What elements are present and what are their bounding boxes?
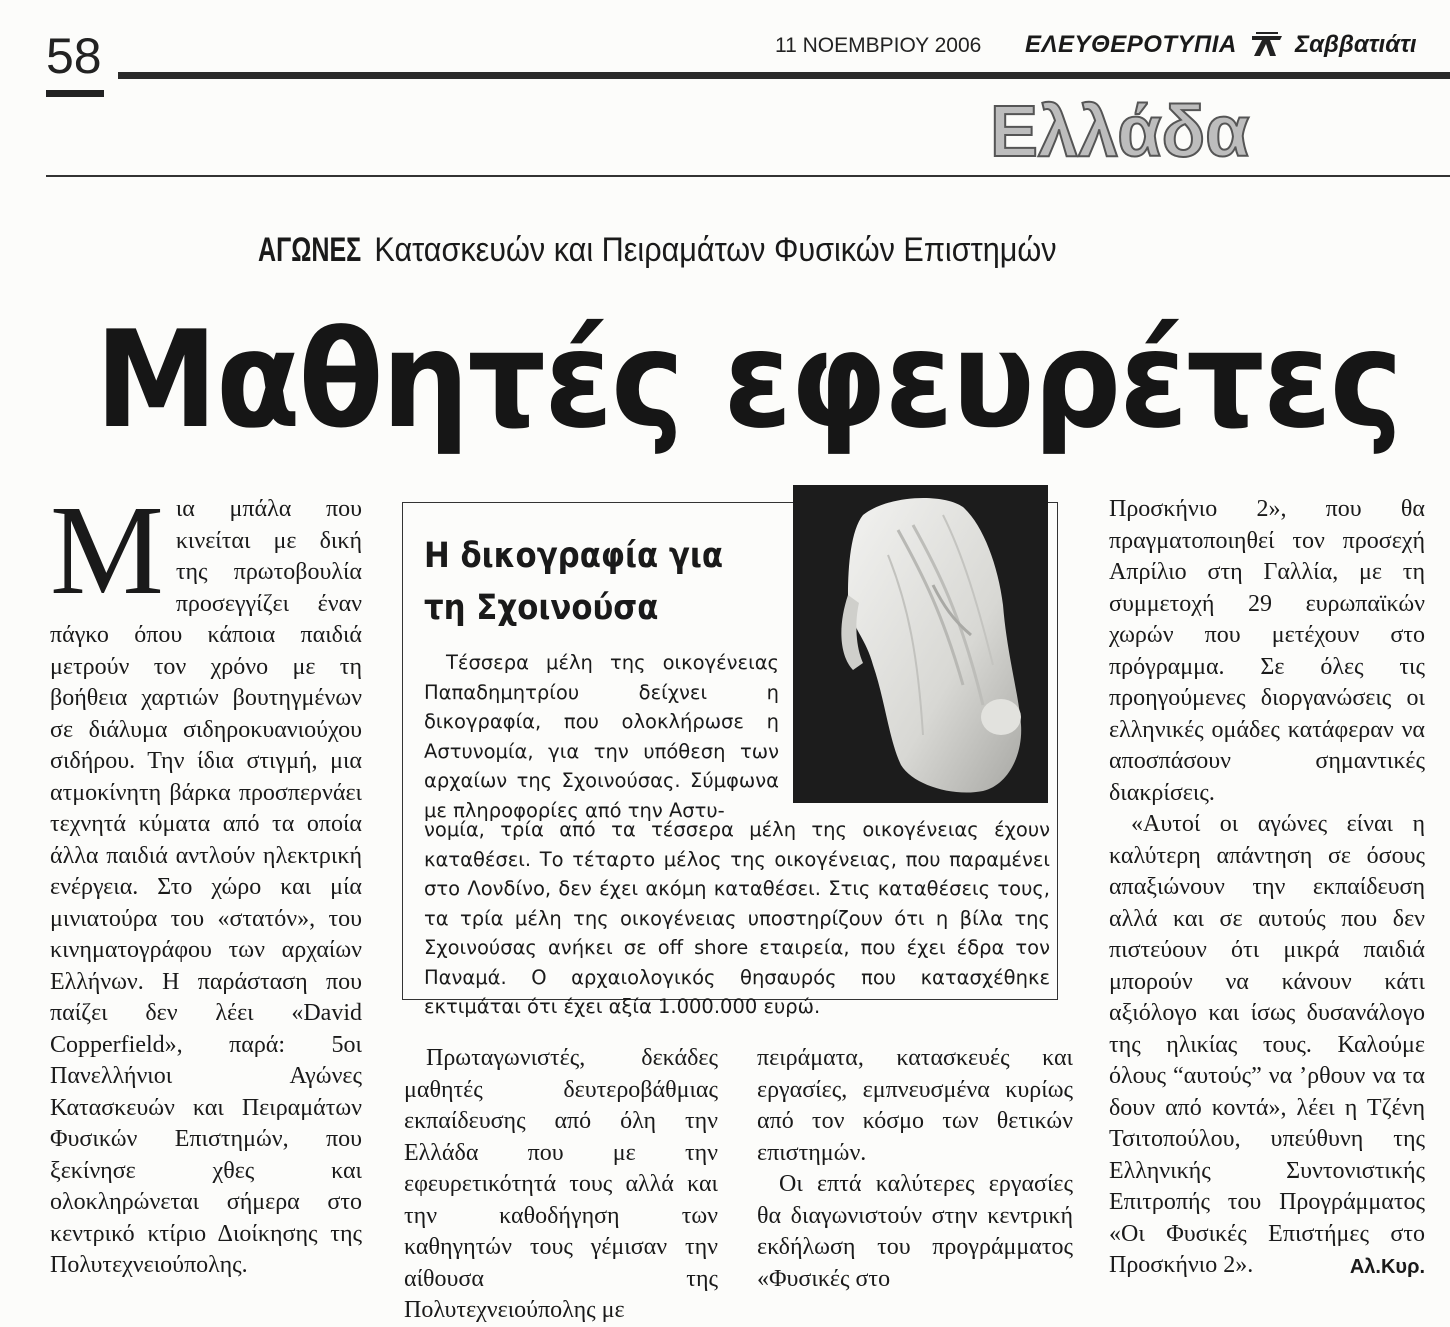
kicker-bold: ΑΓΩΝΕΣ bbox=[258, 231, 362, 269]
article-column-3 bbox=[757, 1043, 1073, 1295]
newspaper-logo-icon bbox=[1250, 30, 1284, 60]
article-column-1 bbox=[50, 479, 362, 1282]
drop-cap: Μ bbox=[50, 479, 164, 621]
article-headline: Μαθητές εφευρέτες bbox=[95, 302, 1402, 458]
column-3-paragraph-2: Οι επτά καλύτερες εργασίες θα διαγωνιστούν στην κεντρική εκδήλωση του προγράμματος «Φυσικές στο bbox=[757, 1171, 1073, 1292]
edition-name: Σαββατιάτι bbox=[1295, 31, 1417, 58]
article-column-4 bbox=[1109, 494, 1425, 1284]
column-1-text: ια μπάλα που κινείται με δική της πρωτοβουλία προσεγγίζει έναν πάγκο όπου κάποια παιδιά μετρούν τον χρόνο με τη βοήθεια χαρτιών βουτηγμένων σε διάλυμα σιδηροκυανιούχου σιδήρου. Την ίδια στιγμή, μια ατμοκίνητη βάρκα προσπερνάει τεχνητά κύματα από τα οποία άλλα παιδιά αντλούν ηλεκτρική ενέργεια. Στο χώρο και μία μινιατούρα του «στατόν», του κινηματογράφου των αρχαίων Ελλήνων. Η παράσταση που παίζει δεν λέει «David Copperfield», παρά: 5οι Πανελλήνιοι Αγώνες Κατασκευών και Πειραμάτων Φυσικών Επιστημών, που ξεκίνησε χθες και ολοκληρώνεται σήμερα στο κεντρικό κτίριο Διοίκησης της Πολυτεχνειούπολης. bbox=[50, 496, 362, 1278]
sidebar-title: Η δικογραφία για τη Σχοινούσα bbox=[424, 536, 724, 628]
column-4-paragraph-1: Προσκήνιο 2», που θα πραγματοποιηθεί τον προσεχή Απρίλιο στη Γαλλία, με τη συμμετοχή 29 ευρωπαϊκών χωρών που μετέχουν στο πρόγραμμα. Σε όλες τις προηγούμενες διοργανώσεις οι ελληνικές ομάδες κατάφεραν να αποσπάσουν σημαντικές διακρίσεις. bbox=[1109, 496, 1425, 806]
sidebar-text-upper bbox=[424, 648, 779, 825]
sidebar-text-lower bbox=[424, 815, 1050, 1022]
statue-photo bbox=[793, 485, 1048, 803]
article-kicker bbox=[258, 228, 1057, 272]
column-4-paragraph-2-text: «Αυτοί οι αγώνες είναι η καλύτερη απάντηση σε όσους απαξιώνουν την εκπαίδευση αλλά και σε αυτούς που δεν πιστεύουν ότι μικρά παιδιά μπορούν να κάνουν κάτι αξιόλογο και ίσως δυσανάλογο της ηλικίας τους. Καλούμε όλους “αυτούς” να ’ρθουν να τα δουν από κοντά», λέει η Τζένη Τσιτοπούλου, υπεύθυνη της Ελληνικής Συντονιστικής Επιτροπής του Προγράμματος «Οι Φυσικές Επιστήμες στο Προσκήνιο 2». bbox=[1109, 811, 1425, 1278]
section-rule bbox=[46, 175, 1450, 177]
newspaper-name: ΕΛΕΥΘΕΡΟΤΥΠΙΑ bbox=[1025, 31, 1237, 58]
header-rule bbox=[118, 72, 1450, 79]
page-number-underline bbox=[46, 90, 104, 97]
sidebar-paragraph-a: Τέσσερα μέλη της οικογένειας Παπαδημητρίου δείχνει η δικογραφία, που ολοκλήρωσε η Αστυνομία, για την υπόθεση των αρχαίων της Σχοινούσας. Σύμφωνα με πληροφορίες από την Αστυ- bbox=[424, 651, 779, 822]
column-3-paragraph-1: πειράματα, κατασκευές και εργασίες, εμπνευσμένα κυρίως από τον κόσμο των θετικών επιστημών. bbox=[757, 1045, 1073, 1166]
column-2-text: Πρωταγωνιστές, δεκάδες μαθητές δευτεροβάθμιας εκπαίδευσης από όλη την Ελλάδα που με την εφευρετικότητά τους αλλά και την καθοδήγηση των καθηγητών τους γέμισαν την αίθουσα της Πολυτεχνειούπολης με bbox=[404, 1045, 718, 1323]
headless-statue-image bbox=[793, 485, 1048, 803]
page-number: 58 bbox=[46, 28, 102, 84]
article-column-2 bbox=[404, 1043, 718, 1327]
kicker-rest: Κατασκευών και Πειραμάτων Φυσικών Επιστημών bbox=[374, 231, 1057, 269]
section-title: Ελλάδα bbox=[990, 92, 1250, 172]
column-4-paragraph-2 bbox=[1109, 809, 1425, 1282]
issue-date: 11 ΝΟΕΜΒΡΙΟΥ 2006 bbox=[775, 34, 982, 57]
author-signature: Αλ.Κυρ. bbox=[1349, 1256, 1425, 1278]
sidebar-paragraph-b: νομία, τρία από τα τέσσερα μέλη της οικογένειας έχουν καταθέσει. Το τέταρτο μέλος της οικογένειας, που παραμένει στο Λονδίνο, δεν έχει ακόμη καταθέσει. Στις καταθέσεις τους, τα τρία μέλη της οικογένειας υποστηρίζουν ότι η βίλα της Σχοινούσας ανήκει σε off shore εταιρεία, που έχει έδρα τον Παναμά. Ο αρχαιολογικός θησαυρός που κατασχέθηκε εκτιμάται ότι έχει αξία 1.000.000 ευρώ. bbox=[424, 818, 1050, 1018]
